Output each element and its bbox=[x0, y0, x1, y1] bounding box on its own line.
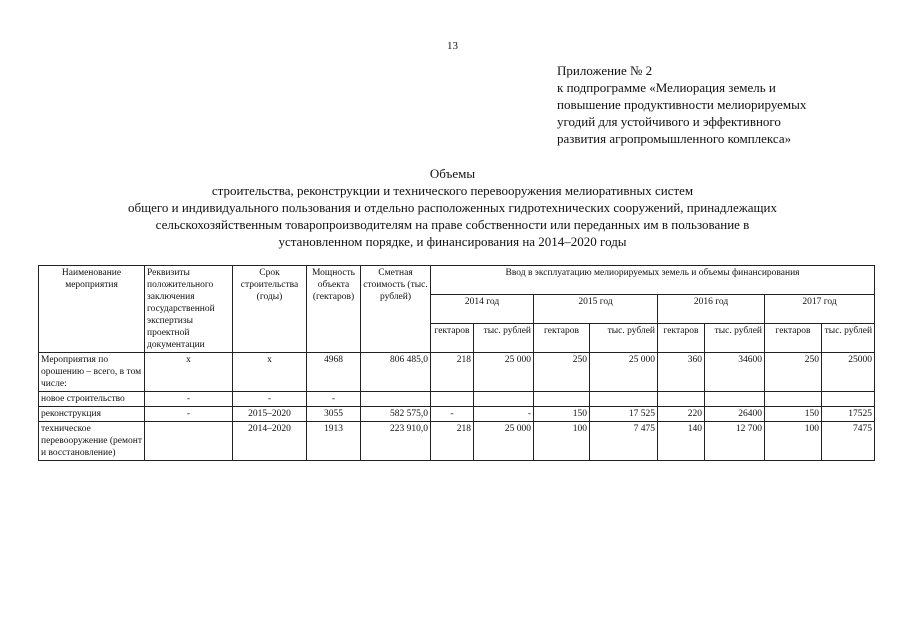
appendix-line: угодий для устойчивого и эффективного bbox=[557, 114, 781, 129]
header-year: 2016 год bbox=[658, 295, 765, 324]
row-capacity: 1913 bbox=[307, 422, 361, 461]
row-requisites: x bbox=[145, 353, 233, 392]
header-hectares: гектаров bbox=[534, 324, 590, 353]
row-period: - bbox=[233, 392, 307, 407]
row-value: 220 bbox=[658, 407, 705, 422]
row-value bbox=[534, 392, 590, 407]
header-cost: Сметная стоимость (тыс. рублей) bbox=[361, 266, 431, 353]
header-capacity: Мощность объекта (гектаров) bbox=[307, 266, 361, 353]
appendix-header bbox=[557, 62, 887, 147]
row-value: 100 bbox=[765, 422, 822, 461]
row-cost bbox=[361, 392, 431, 407]
row-name: новое строительство bbox=[39, 392, 145, 407]
row-name: Мероприятия по орошению – всего, в том числе: bbox=[39, 353, 145, 392]
row-cost: 582 575,0 bbox=[361, 407, 431, 422]
row-period: 2015–2020 bbox=[233, 407, 307, 422]
financing-table bbox=[38, 265, 875, 461]
row-name: техническое перевооружение (ремонт и восстановление) bbox=[39, 422, 145, 461]
row-value: 100 bbox=[534, 422, 590, 461]
row-cost: 223 910,0 bbox=[361, 422, 431, 461]
header-rubles: тыс. рублей bbox=[822, 324, 875, 353]
row-period: 2014–2020 bbox=[233, 422, 307, 461]
row-requisites: - bbox=[145, 392, 233, 407]
row-value bbox=[658, 392, 705, 407]
row-capacity: 3055 bbox=[307, 407, 361, 422]
row-value: 25 000 bbox=[474, 353, 534, 392]
document-title bbox=[0, 165, 905, 250]
header-year: 2017 год bbox=[765, 295, 875, 324]
row-value: 12 700 bbox=[705, 422, 765, 461]
row-value bbox=[590, 392, 658, 407]
row-value: 7 475 bbox=[590, 422, 658, 461]
title-line: Объемы bbox=[429, 166, 476, 181]
row-value: - bbox=[474, 407, 534, 422]
header-hectares: гектаров bbox=[765, 324, 822, 353]
title-line: установленном порядке, и финансирования на 2014–2020 годы bbox=[278, 234, 627, 249]
header-year: 2014 год bbox=[431, 295, 534, 324]
row-value bbox=[822, 392, 875, 407]
row-value: 25 000 bbox=[474, 422, 534, 461]
header-row bbox=[39, 266, 875, 295]
row-value: 34600 bbox=[705, 353, 765, 392]
row-value: 360 bbox=[658, 353, 705, 392]
row-value: - bbox=[431, 407, 474, 422]
row-value: 25 000 bbox=[590, 353, 658, 392]
row-requisites bbox=[145, 422, 233, 461]
table-row bbox=[39, 353, 875, 392]
row-value bbox=[705, 392, 765, 407]
row-period: x bbox=[233, 353, 307, 392]
appendix-line: повышение продуктивности мелиорируемых bbox=[557, 97, 807, 112]
row-value: 7475 bbox=[822, 422, 875, 461]
row-capacity: - bbox=[307, 392, 361, 407]
row-value: 25000 bbox=[822, 353, 875, 392]
header-rubles: тыс. рублей bbox=[705, 324, 765, 353]
row-value: 150 bbox=[534, 407, 590, 422]
row-value: 150 bbox=[765, 407, 822, 422]
header-hectares: гектаров bbox=[431, 324, 474, 353]
header-group: Ввод в эксплуатацию мелиорируемых земель и объемы финансирования bbox=[431, 266, 875, 295]
header-requisites: Реквизиты положительного заключения государственной экспертизы проектной документации bbox=[145, 266, 233, 353]
title-line: сельскохозяйственным товаропроизводителям на праве собственности или переданных им в пользование в bbox=[155, 217, 750, 232]
appendix-line: к подпрограмме «Мелиорация земель и bbox=[557, 80, 776, 95]
title-line: общего и индивидуального пользования и отдельно расположенных гидротехнических сооружений, принадлежащих bbox=[127, 200, 778, 215]
header-rubles: тыс. рублей bbox=[474, 324, 534, 353]
row-value: 218 bbox=[431, 422, 474, 461]
header-period: Срок строительства (годы) bbox=[233, 266, 307, 353]
row-value: 17525 bbox=[822, 407, 875, 422]
header-year: 2015 год bbox=[534, 295, 658, 324]
row-value bbox=[474, 392, 534, 407]
header-rubles: тыс. рублей bbox=[590, 324, 658, 353]
table-row bbox=[39, 407, 875, 422]
appendix-line: Приложение № 2 bbox=[557, 63, 653, 78]
row-value: 140 bbox=[658, 422, 705, 461]
row-requisites: - bbox=[145, 407, 233, 422]
table-row bbox=[39, 392, 875, 407]
title-line: строительства, реконструкции и технического перевооружения мелиоративных систем bbox=[211, 183, 694, 198]
row-value: 250 bbox=[765, 353, 822, 392]
row-value: 26400 bbox=[705, 407, 765, 422]
row-value: 17 525 bbox=[590, 407, 658, 422]
header-name: Наименование мероприятия bbox=[39, 266, 145, 353]
row-cost: 806 485,0 bbox=[361, 353, 431, 392]
row-value bbox=[431, 392, 474, 407]
page-number: 13 bbox=[447, 40, 458, 52]
row-value: 218 bbox=[431, 353, 474, 392]
table-row bbox=[39, 422, 875, 461]
appendix-line: развития агропромышленного комплекса» bbox=[557, 131, 792, 146]
row-value bbox=[765, 392, 822, 407]
row-value: 250 bbox=[534, 353, 590, 392]
row-name: реконструкция bbox=[39, 407, 145, 422]
header-hectares: гектаров bbox=[658, 324, 705, 353]
row-capacity: 4968 bbox=[307, 353, 361, 392]
